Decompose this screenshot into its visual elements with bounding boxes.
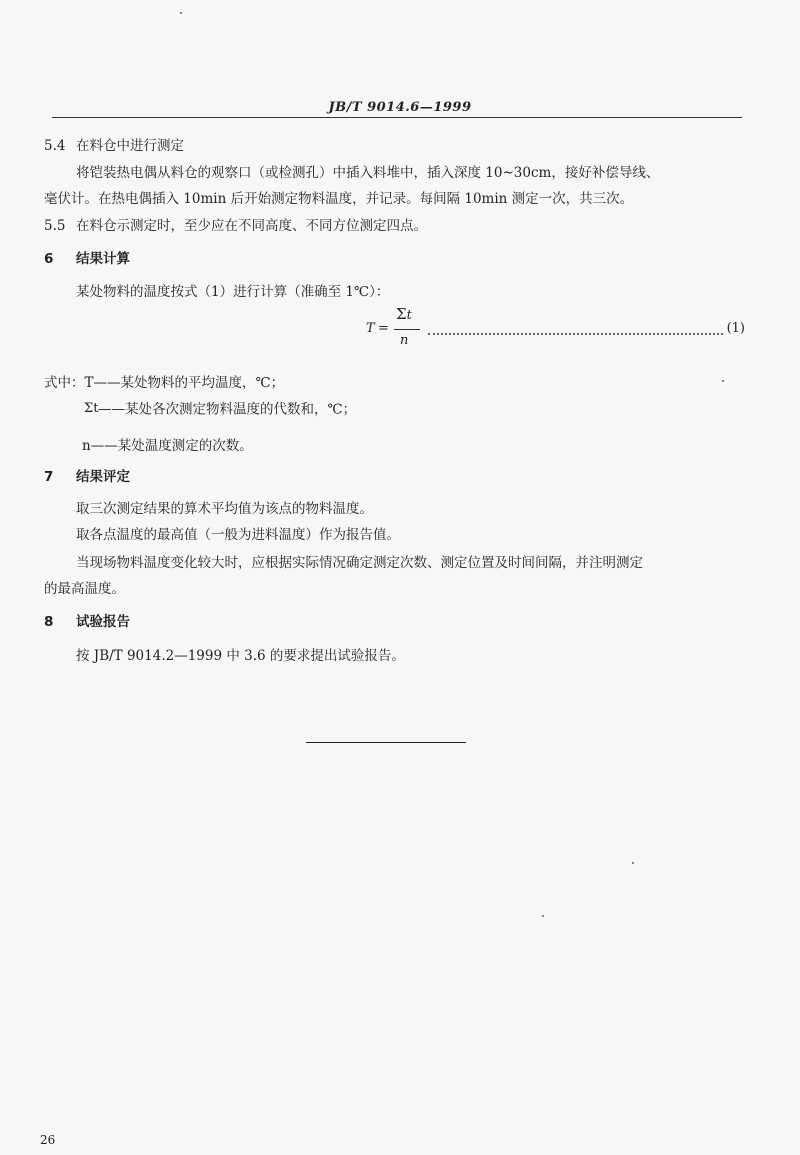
section-5-4-line-2: 毫伏计。在热电偶插入 10min 后开始测定物料温度，并记录。每间隔 10min 测定一次，共三次。 <box>44 191 634 207</box>
section-8-heading: 8 试验报告 <box>44 614 130 630</box>
formula-numerator: Σt <box>396 305 412 323</box>
formula-lhs: T <box>366 321 375 336</box>
section-7-para-3a: 当现场物料温度变化较大时，应根据实际情况确定测定次数、测定位置及时间间隔，并注明测定 <box>76 555 643 571</box>
section-5-5-text: 在料仓示测定时，至少应在不同高度、不同方位测定四点。 <box>76 218 427 234</box>
page-header: JB/T 9014.6—1999 <box>328 100 472 115</box>
section-5-5: 5.5 在料仓示测定时，至少应在不同高度、不同方位测定四点。 <box>44 218 427 234</box>
section-5-4-heading: 5.4 在料仓中进行测定 <box>44 138 184 154</box>
formula-1 <box>360 303 745 355</box>
equation-number: (1) <box>726 321 745 336</box>
section-8-text: 按 JB/T 9014.2—1999 中 3.6 的要求提出试验报告。 <box>76 648 405 664</box>
section-6-title: 结果计算 <box>76 251 130 267</box>
formula-denominator: n <box>400 333 409 348</box>
definition-n: n——某处温度测定的次数。 <box>82 438 253 454</box>
where-label: 式中： <box>44 375 85 391</box>
sum-t-symbol: Σt <box>84 401 99 416</box>
section-6-heading: 6 结果计算 <box>44 251 130 267</box>
section-7-title: 结果评定 <box>76 469 130 485</box>
section-5-4-line-1: 将铠装热电偶从料仓的观察口（或检测孔）中插入料堆中，插入深度 10~30cm，接好补偿导线、 <box>76 165 660 181</box>
section-8-title: 试验报告 <box>76 614 130 630</box>
where-line-T <box>44 371 284 391</box>
where-line-sum <box>82 396 356 424</box>
leader-dots <box>428 325 723 335</box>
sigma-symbol: Σ <box>396 305 407 323</box>
scan-speck <box>722 380 724 382</box>
section-7-para-2: 取各点温度的最高值（一般为进料温度）作为报告值。 <box>76 527 400 543</box>
scan-speck <box>632 862 634 864</box>
definition-T: T——某处物料的平均温度，℃； <box>84 375 285 391</box>
section-7-heading: 7 结果评定 <box>44 469 130 485</box>
section-7-para-3b: 的最高温度。 <box>44 581 125 597</box>
section-5-4-title: 在料仓中进行测定 <box>76 138 184 154</box>
section-7-para-1: 取三次测定结果的算术平均值为该点的物料温度。 <box>76 501 373 517</box>
end-rule <box>306 742 466 743</box>
fraction-bar <box>394 329 420 330</box>
scan-speck <box>180 12 182 14</box>
header-rule <box>52 117 742 118</box>
section-6-intro: 某处物料的温度按式（1）进行计算（准确至 1℃）： <box>76 284 390 300</box>
definition-sum: ——某处各次测定物料温度的代数和，℃； <box>98 401 357 418</box>
formula-equals: = <box>378 321 389 336</box>
page-number: 26 <box>40 1133 56 1147</box>
scan-speck <box>542 915 544 917</box>
